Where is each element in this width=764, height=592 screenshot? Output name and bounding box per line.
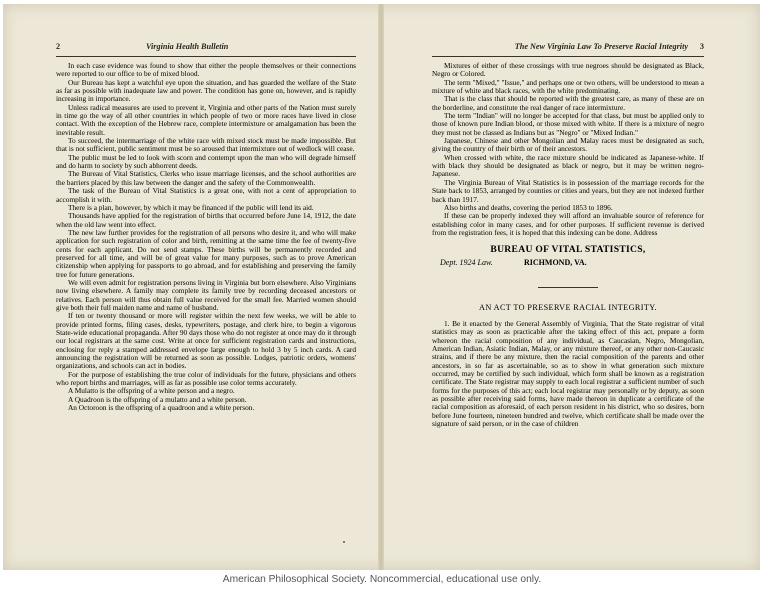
paragraph: For the purpose of establishing the true color of individuals for the future, physicians and others who report births and marriages, will as far as possible use color terms accurately. <box>56 369 356 388</box>
act-section-1: 1. Be it enacted by the General Assembly of Virginia, That the State registrar of vital statistics may as soon as practicable after the taking effect of this act, prepare a form whereon the racial composition of any individual, as Caucasian, Negro, Mongolian, American Indian, Asiatic Indian, Malay, or any mixture thereof, or any other non-Caucasic strains, and if there be any mixture, then the racial composition of the parents and other ancestors, in so far as ascertainable, so as to show in what generation such mixture occurred, may be certified by such individual, which form shall be known as a registration certificate. The State registrar may supply to each local registrar a sufficient number of such forms for the purposes of this act; each local registrar may personally or by deputy, as soon as possible after receiving said forms, have made thereon in duplicate a certificate of the racial composition as aforesaid, of each person resident in his district, who so desires, born before June fourteen, nineteen hundred and twelve, which certificate shall be made over the signature of said person, or in the case of children <box>432 318 704 429</box>
paragraph: When crossed with white, the race mixture should be indicated as Japanese-white. If with black they should be designated as black or negro, but it may be written negro-Japanese. <box>432 152 704 179</box>
paragraph: The public must be led to look with scorn and contempt upon the man who will degrade himself and do harm to society by such abhorrent deeds. <box>56 152 356 171</box>
racial-definitions <box>56 387 356 412</box>
bureau-city: RICHMOND, VA. <box>524 257 587 267</box>
paragraph: Our Bureau has kept a watchful eye upon the situation, and has guarded the welfare of the State as far as possible with inadequate law and power. The condition has gone on, however, and is rapidly increasing in importance. <box>56 77 356 104</box>
paragraph: We will even admit for registration persons living in Virginia but born elsewhere. Also Virginians now living elsewhere. A family may complete its family tree by recording deceased ancestors or relatives. Each person will thus obtain full value received for the small fee. Married women should give both their full maiden name and name of husband. <box>56 277 356 312</box>
bureau-name: BUREAU OF VITAL STATISTICS, <box>490 244 646 256</box>
paragraph: In each case evidence was found to show that either the people themselves or their connections were reported to our office to be of mixed blood. <box>56 61 356 79</box>
paragraph: Thousands have applied for the registration of births that occurred before June 14, 1912, the date when the old law went into effect. <box>56 211 356 229</box>
definition-line: A Mulatto is the offspring of a white person and a negro. <box>68 386 235 396</box>
paragraph: Unless radical measures are used to prevent it, Virginia and other parts of the Nation must surely in time go the way of all other countries in which people of two or more races have lived in close contact. With the exception of the Hebrew race, complete intermixture or amalgamation has been the inevitable result. <box>56 102 356 137</box>
act-title: AN ACT TO PRESERVE RACIAL INTEGRITY. <box>479 302 657 312</box>
paragraph: The term "Indian" will no longer be accepted for that class, but must be applied only to those of known pure Indian blood, or those mixed with white. If there is a mixture of negro they must not be classed as Indians but as "Negro" or "Mixed Indian." <box>432 111 704 137</box>
definition-line: A Quadroon is the offspring of a mulatto and a white person. <box>68 394 247 404</box>
left-page-body <box>56 62 356 412</box>
paragraph: The Virginia Bureau of Vital Statistics is in possession of the marriage records for the State back to 1853, arranged by counties or cities and years, but they are not indexed further back than 1917. <box>432 177 704 204</box>
paragraph: If these can be properly indexed they will afford an invaluable source of reference for establishing color in many cases, and for other purposes. If sufficient revenue is derived from the registration fees, it is hoped that this indexing can be done. Address <box>432 211 704 237</box>
right-page-header <box>432 42 704 57</box>
right-page-body <box>432 62 704 428</box>
paragraph: Japanese, Chinese and other Mongolian and Malay races must be designated as such, giving the country of their birth or of their ancestors. <box>432 136 704 154</box>
paragraph: That is the class that should be reported with the greatest care, as many of these are on the borderline, and constitute the real danger of race intermixture. <box>432 94 704 112</box>
paragraph: Mixtures of either of these crossings with true negroes should be designated as Black, Negro or Colored. <box>432 61 704 79</box>
left-page-number: 2 <box>56 42 61 51</box>
page-gutter <box>378 4 384 570</box>
paragraph: If ten or twenty thousand or more will register within the next few weeks, we will be able to provide printed forms, filing cases, desks, typewriters, postage, and clerk hire, to begin a vigorous State-wide educational propaganda. After 90 days those who do not register at once may do it through our local registrars at the same cost. Write at once for sufficient registration cards and instructions, enclosing for reply a stamped addressed envelope large enough to hold 3 by 5 inch cards. A card announcing the registration will be returned as soon as possible. Lodges, patriotic orders, womens' organizations, and schools can act in bodies. <box>56 311 356 371</box>
bureau-address <box>432 259 704 271</box>
paragraph: To succeed, the intermarriage of the white race with mixed stock must be made impossible. But that is not sufficient, public sentiment must be so aroused that intermixture out of wedlock will cease. <box>56 136 356 154</box>
paragraph: The task of the Bureau of Vital Statistics is a great one, with not a cent of appropriation to accomplish it with. <box>56 186 356 204</box>
paragraph: The term "Mixed," "Issue," and perhaps one or two others, will be understood to mean a mixture of white and black races, with the white predominating. <box>432 77 704 96</box>
bureau-department: Dept. 1924 Law. <box>440 257 493 267</box>
right-running-title: The New Virginia Law To Preserve Racial Integrity <box>514 42 688 51</box>
fold-mark-dot <box>343 541 345 543</box>
paragraph: Also births and deaths, covering the period 1853 to 1896. <box>444 202 613 212</box>
copyright-footer: American Philosophical Society. Noncommercial, educational use only. <box>222 574 542 585</box>
section-divider <box>538 287 598 288</box>
left-page-header <box>56 42 356 57</box>
right-page-number: 3 <box>699 42 704 51</box>
paragraph: There is a plan, however, by which it may be financed if the public will lend its aid. <box>68 202 314 212</box>
definition-line: An Octoroon is the offspring of a quadroon and a white person. <box>68 403 255 413</box>
left-running-title: Virginia Health Bulletin <box>146 42 229 51</box>
paragraph: The Bureau of Vital Statistics, Clerks who issue marriage licenses, and the school authorities are the barriers placed by this law between the danger and the safety of the Commonwealth. <box>56 169 356 187</box>
paragraph: The new law further provides for the registration of all persons who desire it, and who will make application for such registration of color and birth, remitting at the same time the fee of twenty-five cents for each applicant. Do not send stamps. These births will be permanently recorded and preserved for all time, and will be of great value for many purposes, such as to prove American citizenship when applying for passports to go abroad, and for establishing and preserving the family tree for future generations. <box>56 227 356 279</box>
